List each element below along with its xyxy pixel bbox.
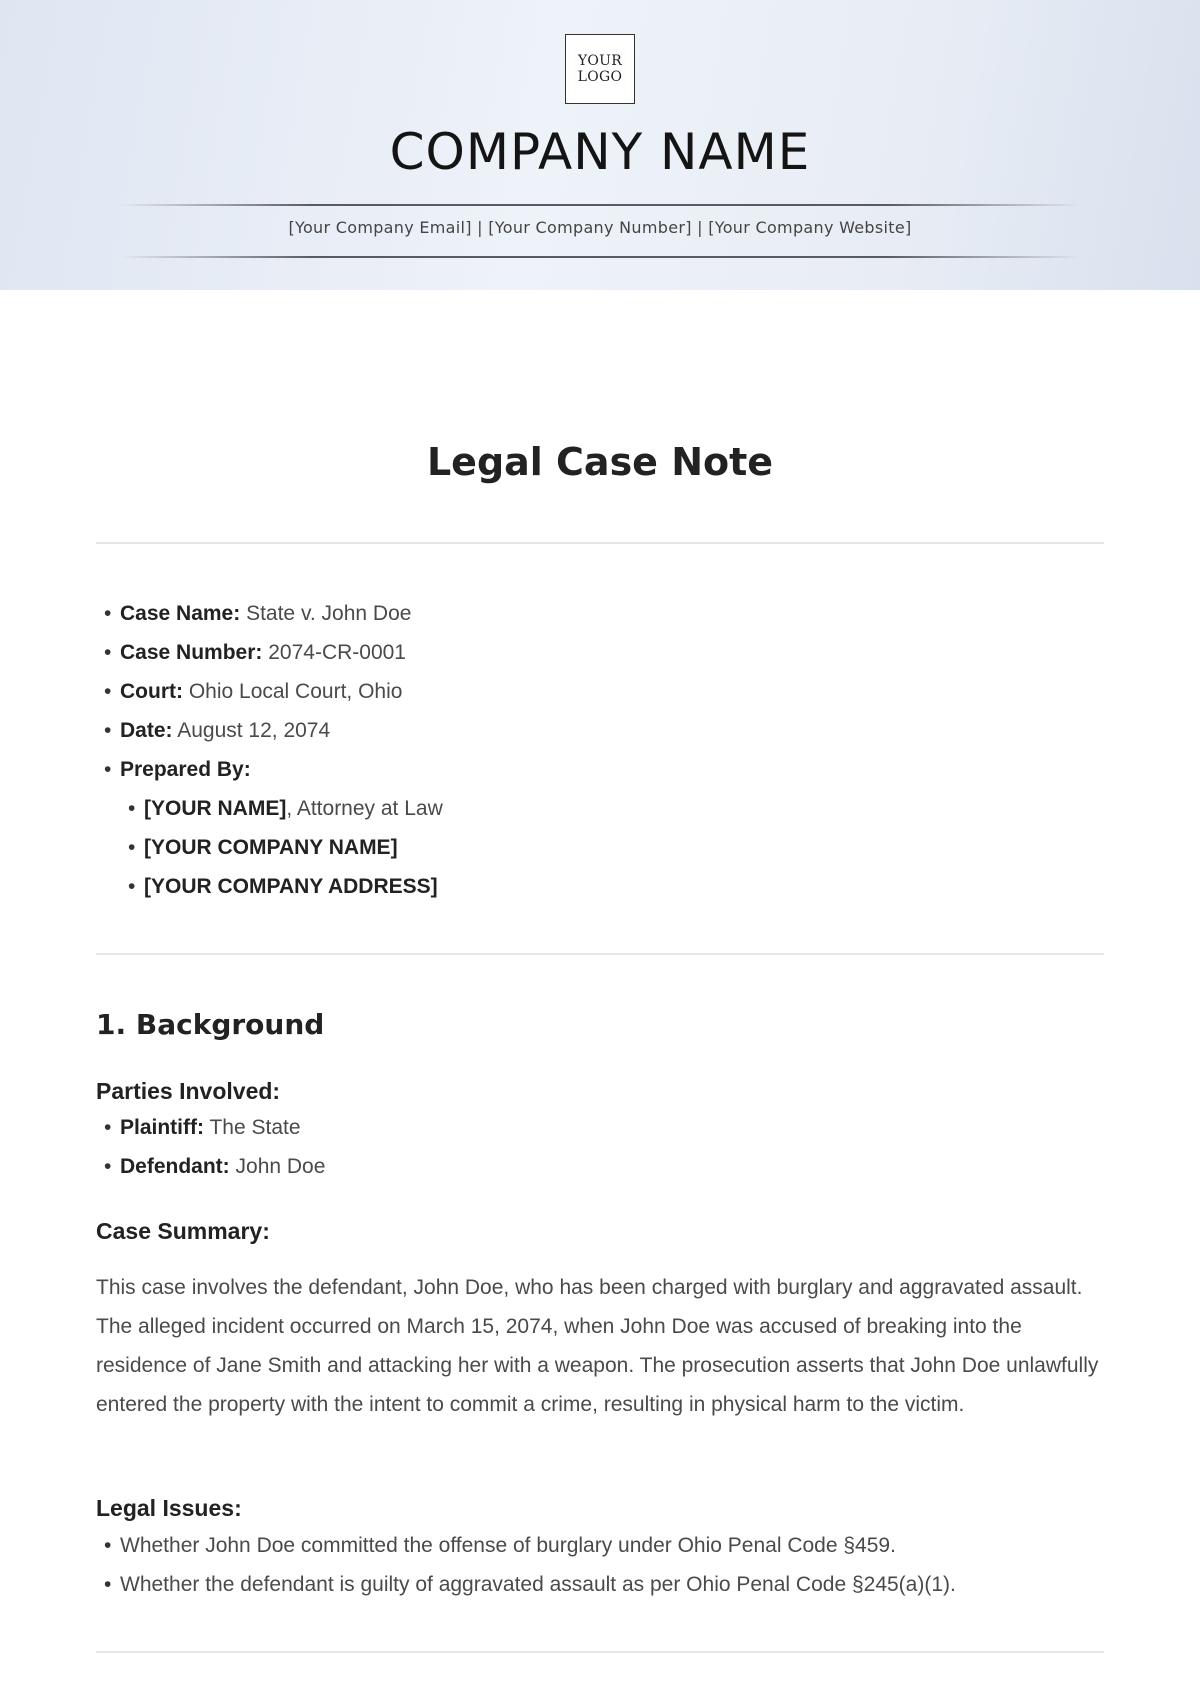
plaintiff-value: The State <box>209 1116 301 1139</box>
divider <box>96 542 1104 544</box>
divider <box>96 1651 1104 1653</box>
date-label: Date: <box>120 719 173 742</box>
plaintiff-label: Plaintiff: <box>120 1116 204 1139</box>
case-summary-text: This case involves the defendant, John Doe, who has been charged with burglary and aggravated assault. The alleged incident occurred on March 15, 2074, when John Doe was accused of breaking into the residence of Jane Smith and attacking her with a weapon. The prosecution asserts that John Doe unlawfully entered the property with the intent to commit a crime, resulting in physical harm to the victim. <box>96 1276 1099 1416</box>
case-info-list <box>104 594 443 906</box>
company-logo <box>565 34 635 104</box>
logo-text-line-1: YOUR <box>577 53 623 69</box>
preparer-name: [YOUR NAME] <box>144 797 287 820</box>
preparer-address: [YOUR COMPANY ADDRESS] <box>144 875 438 898</box>
date-value: August 12, 2074 <box>177 719 331 742</box>
case-number-label: Case Number: <box>120 641 263 664</box>
court-value: Ohio Local Court, Ohio <box>188 680 403 703</box>
case-number-item <box>104 633 443 672</box>
preparer-address-item <box>104 867 443 906</box>
header-rule-bottom <box>120 256 1080 258</box>
preparer-name-item <box>104 789 443 828</box>
document-title: Legal Case Note <box>426 440 774 484</box>
prepared-by-label: Prepared By: <box>120 758 251 781</box>
letterhead <box>0 0 1200 290</box>
legal-issues-list <box>104 1526 956 1604</box>
date-item <box>104 711 443 750</box>
company-name: COMPANY NAME <box>389 123 811 181</box>
prepared-by-item <box>104 750 443 789</box>
case-summary-heading: Case Summary: <box>96 1218 270 1244</box>
legal-issue-text: Whether John Doe committed the offense of burglary under Ohio Penal Code §459. <box>120 1534 896 1557</box>
legal-issue-item <box>104 1565 956 1604</box>
case-name-item <box>104 594 443 633</box>
company-contact-line: [Your Company Email] | [Your Company Number] | [Your Company Website] <box>288 218 912 237</box>
case-name-label: Case Name: <box>120 602 241 625</box>
header-rule-top <box>120 204 1080 206</box>
divider <box>96 953 1104 955</box>
parties-heading: Parties Involved: <box>96 1078 281 1104</box>
defendant-value: John Doe <box>235 1155 326 1178</box>
logo-text-line-2: LOGO <box>577 69 623 85</box>
preparer-title: , Attorney at Law <box>286 797 443 820</box>
parties-list <box>104 1108 325 1186</box>
plaintiff-item <box>104 1108 325 1147</box>
legal-issues-heading: Legal Issues: <box>96 1495 242 1521</box>
defendant-label: Defendant: <box>120 1155 230 1178</box>
preparer-company: [YOUR COMPANY NAME] <box>144 836 398 859</box>
case-number-value: 2074-CR-0001 <box>268 641 406 664</box>
preparer-company-item <box>104 828 443 867</box>
court-item <box>104 672 443 711</box>
case-name-value: State v. John Doe <box>246 602 412 625</box>
section-heading-background: 1. Background <box>96 1008 325 1041</box>
legal-issue-item <box>104 1526 956 1565</box>
defendant-item <box>104 1147 325 1186</box>
court-label: Court: <box>120 680 183 703</box>
legal-issue-text: Whether the defendant is guilty of aggravated assault as per Ohio Penal Code §245(a)(1). <box>120 1573 956 1596</box>
